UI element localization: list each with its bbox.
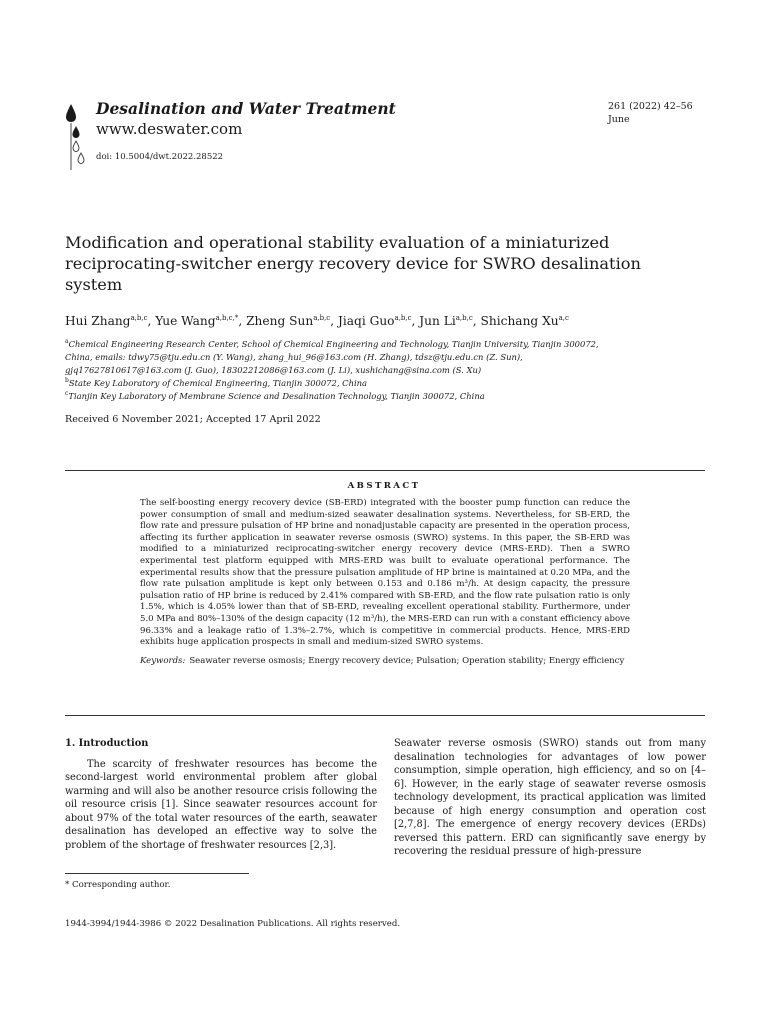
author-affiliation-mark: a,b,c bbox=[394, 313, 412, 322]
author-name: Jiaqi Guo bbox=[337, 314, 395, 328]
author-name: Zheng Sun bbox=[246, 314, 314, 328]
body-left-column bbox=[65, 737, 377, 852]
affiliation-text: gjq17627810617@163.com (J. Guo), 18302212086@163.com (J. Li), xushichang@sina.com (S. Xu) bbox=[65, 365, 482, 375]
footnote-divider bbox=[65, 873, 249, 874]
received-dates: Received 6 November 2021; Accepted 17 April 2022 bbox=[65, 414, 321, 425]
author-affiliation-mark: a,b,c bbox=[130, 313, 148, 322]
affiliation-line bbox=[65, 351, 710, 364]
keywords bbox=[140, 656, 630, 668]
author-name: Hui Zhang bbox=[65, 314, 131, 328]
author-name: Yue Wang bbox=[155, 314, 216, 328]
author-list: Hui Zhang$^{a,b,c}$, Yue Wang$^{a,b,c,*}$, Zheng Sun$^{a,b,c}$, Jiaqi Guo$^{a,b,c}$, Jun Li$^{a,b,c}$, Shichang Xu$^{a,c}$ bbox=[65, 313, 569, 328]
divider-top bbox=[65, 470, 705, 471]
author-affiliation-mark: a,b,c bbox=[313, 313, 331, 322]
affiliation-line bbox=[65, 364, 710, 377]
section-heading: 1. Introduction bbox=[65, 738, 149, 749]
footnote: * Corresponding author. bbox=[65, 880, 171, 890]
article-title: Modification and operational stability evaluation of a miniaturized reciprocating-switcher energy recovery device for SWRO desalination system bbox=[65, 233, 641, 294]
journal-logo-icon bbox=[66, 104, 86, 170]
affiliation-text: China, emails: tdwy75@tju.edu.cn (Y. Wang), zhang_hui_96@163.com (H. Zhang), tdsz@tju.edu.cn (Z. Sun), bbox=[65, 352, 523, 362]
author-affiliation-mark: a,b,c,* bbox=[215, 313, 239, 322]
body-paragraph: The scarcity of freshwater resources has become the second-largest world environmental problem after global warming and will also be another resource crisis following the oil resource crisis [1]. Since seawater resources account for about 97% of the total water resources of the earth, seawater desalination has developed an effective way to solve the problem of the shortage of freshwater resources [2,3]. bbox=[65, 758, 377, 851]
volume-pages: 261 (2022) 42–56 bbox=[608, 101, 693, 112]
keywords-label: Keywords: bbox=[140, 656, 186, 666]
author-name: Shichang Xu bbox=[480, 314, 559, 328]
affiliation-text: Chemical Engineering Research Center, School of Chemical Engineering and Technology, Tianjin University, Tianjin 300072, bbox=[68, 339, 599, 349]
journal-website-link[interactable]: www.deswater.com bbox=[96, 120, 243, 138]
author-affiliation-mark: a,b,c bbox=[455, 313, 473, 322]
divider-bottom bbox=[65, 715, 705, 716]
affiliation-mark: c bbox=[65, 390, 69, 398]
affiliation-line bbox=[65, 377, 710, 390]
body-paragraph: Seawater reverse osmosis (SWRO) stands out from many desalination technologies for advantages of low power consumption, simple operation, high efficiency, and so on [4–6]. However, in the early stage of seawater reverse osmosis technology development, its practical application was limited because of high energy consumption and operation cost [2,7,8]. The emergence of energy recovery devices (ERDs) reversed this pattern. ERD can significantly save energy by recovering the residual pressure of high-pressure bbox=[394, 738, 706, 857]
affiliation-mark: a bbox=[65, 338, 69, 346]
abstract-text: The self-boosting energy recovery device (SB-ERD) integrated with the booster pump function can reduce the power consumption of small and medium-sized seawater desalination systems. Nevertheless, for SB-ERD, the flow rate and pressure pulsation of HP brine and nonadjustable capacity are presented in the operation process, affecting its further application in seawater reverse osmosis (SWRO) systems. In this paper, the SB-ERD was modified to a miniaturized reciprocating-switcher energy recovery device (MRS-ERD). Then a SWRO experimental test platform equipped with MRS-ERD was built to evaluate operational performance. The experimental results show that the pressure pulsation amplitude of HP brine is maintained at 0.20 MPa, and the flow rate pulsation amplitude is kept only between 0.153 and 0.186 m³/h. At design capacity, the pressure pulsation ratio of HP brine is reduced by 2.41% compared with SB-ERD, and the flow rate pulsation ratio is only 1.5%, which is 4.05% lower than that of SB-ERD, revealing excellent operational stability. Furthermore, under 5.0 MPa and 80%–130% of the design capacity (12 m³/h), the MRS-ERD can run with a constant efficiency above 96.33% and a leakage ratio of 1.3%–2.7%, which is competitive in commercial products. Hence, MRS-ERD exhibits huge application prospects in small and medium-sized SWRO systems. bbox=[140, 498, 630, 648]
affiliation-text: Tianjin Key Laboratory of Membrane Science and Desalination Technology, Tianjin 300072, China bbox=[68, 391, 485, 401]
journal-title: Desalination and Water Treatment bbox=[96, 99, 396, 118]
affiliation-mark: b bbox=[65, 377, 69, 385]
body-right-column bbox=[394, 737, 706, 859]
doi[interactable]: doi: 10.5004/dwt.2022.28522 bbox=[96, 152, 224, 162]
copyright: 1944-3994/1944-3986 © 2022 Desalination Publications. All rights reserved. bbox=[65, 919, 401, 929]
issue-month: June bbox=[608, 114, 630, 125]
keywords-text: Seawater reverse osmosis; Energy recovery device; Pulsation; Operation stability; Energy efficiency bbox=[189, 656, 625, 666]
abstract-heading: ABSTRACT bbox=[347, 481, 421, 491]
author-affiliation-mark: a,c bbox=[558, 313, 569, 322]
affiliation-line bbox=[65, 338, 710, 351]
author-name: Jun Li bbox=[419, 314, 456, 328]
affiliation-text: State Key Laboratory of Chemical Engineering, Tianjin 300072, China bbox=[68, 378, 368, 388]
affiliation-line bbox=[65, 390, 710, 403]
affiliations bbox=[65, 338, 710, 403]
